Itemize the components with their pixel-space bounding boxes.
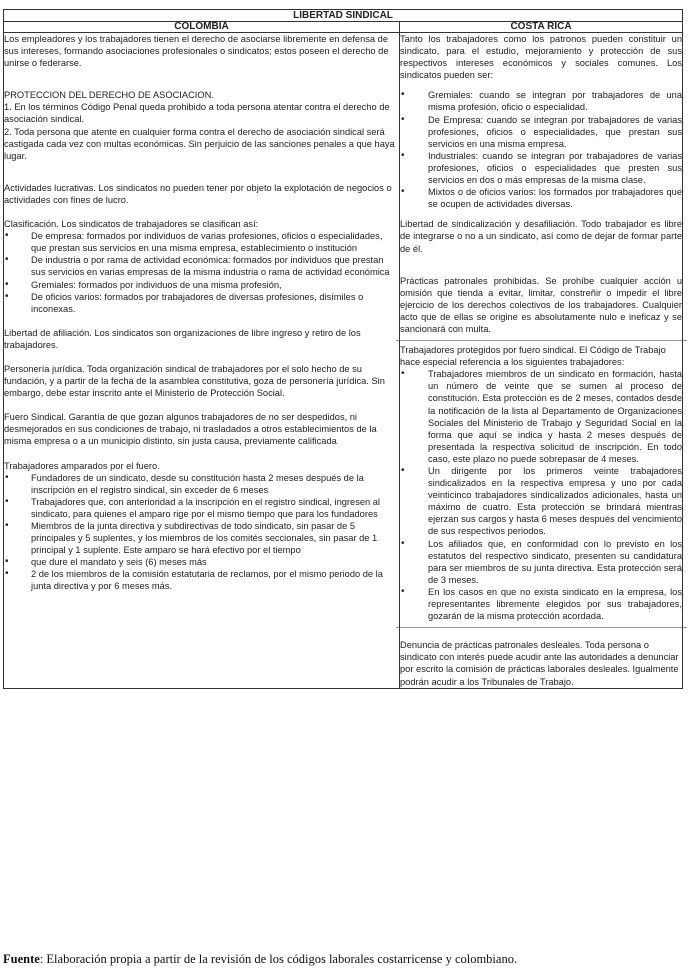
source-label: Fuente (3, 952, 40, 966)
divider (396, 627, 687, 628)
list-item: • Un dirigente por los primeros veinte trabajadores sindicalizados en la respectiva empresa y uno por cada veinticinco trabajadores sindicalizados adicionales, hasta un máximo de cuatro. Esta protección se brindará mientras ejerzan sus cargos y hasta 6 meses después del vencimiento de sus respectivos periodos. (400, 465, 682, 538)
list-item: • Industriales: cuando se integran por trabajadores de varias profesiones, oficios o especialidades que presten sus servicios en dos o más empresas de la misma clase. (400, 150, 682, 186)
colombia-actividades: Actividades lucrativas. Los sindicatos no pueden tener por objeto la explotación de negocios o actividades con fines de lucro. (4, 182, 392, 205)
list-item: • Trabajadores miembros de un sindicato en formación, hasta un número de veinte que se sumen al proceso de constitución. Esta protección es de 2 meses, contados desde la notificación de la lista al Departamento de Organizaciones Sociales del Ministerio de Trabajo y Seguridad Social en la forma que aquí se indica y hasta 2 meses después de presentada la respectiva solicitud de inscripción. En todo caso, este plazo no puede sobrepasar de 4 meses. (400, 368, 682, 465)
costa-rica-denuncia: Denuncia de prácticas patronales desleales. Toda persona o sindicato con interés puede acudir ante las autoridades a denunciar por escrito la comisión de prácticas laborales desleales. Igualmente podrán acudir a los Tribunales de Trabajo. (400, 640, 679, 687)
costa-rica-intro: Tanto los trabajadores como los patronos pueden constituir un sindicato, para el estudio, mejoramiento y protección de sus respectivos intereses económicos y sociales comunes. Los sindicatos pueden ser: (400, 34, 682, 81)
list-item: • De oficios varios: formados por trabajadores de diversas profesiones, disímiles o inconexas. (4, 291, 399, 315)
source-note (3, 952, 517, 967)
colombia-intro: Los empleadores y los trabajadores tienen el derecho de asociarse libremente en defensa de sus intereses, formando asociaciones profesionales o sindicatos; estos poseen el derecho de unirse o federarse. (4, 34, 389, 69)
source-text: : Elaboración propia a partir de la revisión de los códigos laborales costarricense y colombiano. (39, 952, 518, 966)
colombia-clasificacion-title: Clasificación. Los sindicatos de trabajadores se clasifican así: (4, 219, 259, 230)
list-item: • Gremiales: cuando se integran por trabajadores de una misma profesión, oficio o especialidad. (400, 89, 682, 113)
colombia-column (4, 33, 400, 689)
colombia-personeria: Personería jurídica. Toda organización sindical de trabajadores por el solo hecho de su fundación, y a partir de la fecha de la asamblea constitutiva, goza de personería jurídica. Sin embargo, debe estar inscrito ante el Ministerio de Protección Social. (4, 363, 385, 399)
costa-rica-column (400, 33, 683, 689)
costa-rica-protegidos-title: Trabajadores protegidos por fuero sindical. El Código de Trabajo hace especial referencia a los siguientes trabajadores: (400, 345, 666, 368)
colombia-proteccion-2: 2. Toda persona que atente en cualquier forma contra el derecho de asociación sindical será castigada cada vez con multas económicas. Sin perjuicio de las sanciones penales a que haya lugar. (4, 126, 395, 161)
colombia-fuero: Fuero Sindical. Garantía de que gozan algunos trabajadores de no ser despedidos, ni desmejorados en sus condiciones de trabajo, ni trasladados a otros establecimientos de la misma empresa o a un municipio distinto, sin justa causa, previamente calificada (4, 412, 377, 447)
list-item: • Miembros de la junta directiva y subdirectivas de todo sindicato, sin pasar de 5 principales y 5 suplentes, y los miembros de los comités seccionales, sin pasar de 1 principal y 1 suplente. Este amparo se hará efectivo por el tiempo (4, 520, 399, 556)
colombia-clasificacion-list (4, 230, 399, 315)
list-item: • 2 de los miembros de la comisión estatutaria de reclamos, por el mismo periodo de la junta directiva y por 6 meses más. (4, 568, 399, 592)
costa-rica-practicas: Prácticas patronales prohibidas. Se prohíbe cualquier acción u omisión que tienda a evitar, limitar, constreñir o impedir el libre ejercicio de los derechos colectivos de los trabajadores. Cualquier acto que de ellas se origine es absolutamente nulo e ineficaz y se sancionará con multa. (400, 275, 682, 334)
list-item: • De empresa: formados por individuos de varias profesiones, oficios o especialidades, que prestan sus servicios en una misma empresa, establecimiento o institución (4, 230, 399, 254)
list-item: • Los afiliados que, en conformidad con lo previsto en los estatutos del respectivo sindicato, presenten su candidatura para ser miembros de su junta directiva. Esta protección será de 3 meses. (400, 538, 682, 586)
list-item: • De Empresa: cuando se integran por trabajadores de varias profesiones, oficios o especialidades, que prestan sus servicios en una misma empresa. (400, 114, 682, 150)
list-item: • Trabajadores que, con anterioridad a la inscripción en el registro sindical, ingresen al sindicato, para quienes el amparo rige por el mismo tiempo que para los fundadores (4, 496, 399, 520)
colombia-proteccion-1: 1. En los términos Código Penal queda prohibido a toda persona atentar contra el derecho de asociación sindical. (4, 102, 390, 125)
list-item: • De industria o por rama de actividad económica: formados por individuos que prestan sus servicios en varias empresas de la misma industria o rama de actividad económica (4, 254, 399, 278)
comparison-table (3, 9, 683, 689)
column-header-colombia: COLOMBIA (4, 22, 400, 33)
comparison-table-container (3, 9, 682, 689)
colombia-libertad: Libertad de afiliación. Los sindicatos son organizaciones de libre ingreso y retiro de los trabajadores. (4, 327, 361, 350)
colombia-proteccion-title: PROTECCION DEL DERECHO DE ASOCIACION. (4, 90, 214, 101)
colombia-amparados-title: Trabajadores amparados por el fuero. (4, 460, 160, 471)
column-header-costa-rica: COSTA RICA (400, 22, 683, 33)
costa-rica-protegidos-list (400, 368, 682, 622)
costa-rica-tipos-list (400, 89, 682, 210)
list-item: • que dure el mandato y seis (6) meses más (4, 556, 399, 568)
costa-rica-libertad: Libertad de sindicalización y desafiliación. Todo trabajador es libre de integrarse o no a un sindicato, así como de dejar de formar parte de él. (400, 219, 682, 254)
table-title: LIBERTAD SINDICAL (4, 10, 683, 22)
list-item: • Mixtos o de oficios varios: los formados por trabajadores que se ocupen de actividades diversas. (400, 186, 682, 210)
colombia-amparados-list (4, 472, 399, 593)
divider (396, 340, 687, 341)
list-item: • Fundadores de un sindicato, desde su constitución hasta 2 meses después de la inscripción en el registro sindical, sin exceder de 6 meses (4, 472, 399, 496)
list-item: • En los casos en que no exista sindicato en la empresa, los representantes libremente elegidos por sus trabajadores, gozarán de la misma protección acordada. (400, 586, 682, 622)
list-item: • Gremiales: formados por individuos de una misma profesión, (4, 279, 399, 291)
